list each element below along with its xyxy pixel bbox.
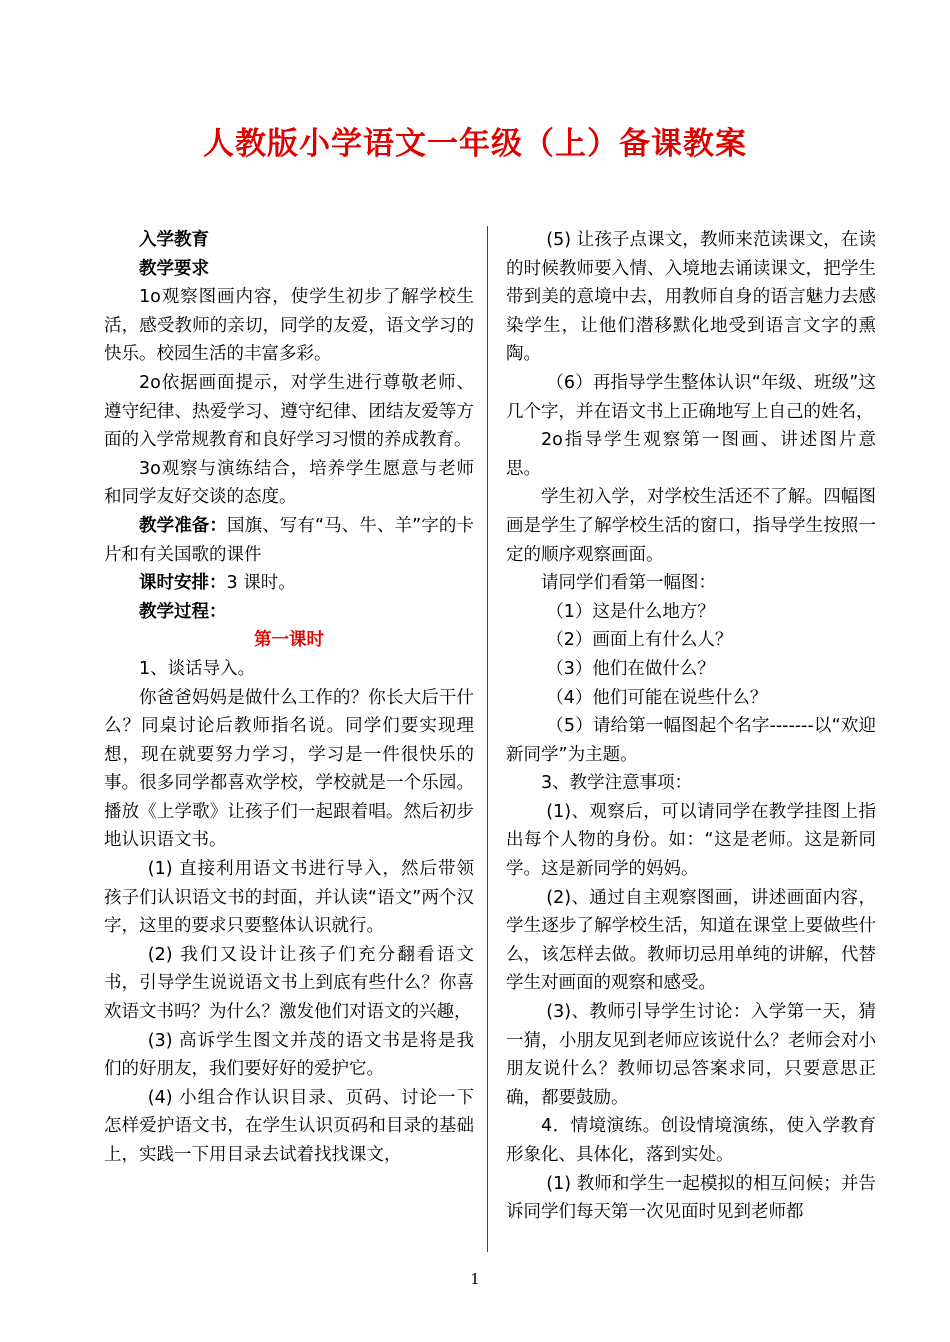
paragraph: 3o观察与演练结合，培养学生愿意与老师和同学友好交谈的态度。: [104, 458, 474, 508]
field-value: 国旗、写有“马、牛、羊”字的卡片和有关国歌的课件: [104, 515, 475, 565]
paragraph: 你爸爸妈妈是做什么工作的？你长大后干什么？同桌讨论后教师指名说。同学们要实现理想，现在就要努力学习，学习是一件很快乐的事。很多同学都喜欢学校，学校就是一个乐园。播放《上学歌》让孩子们一起跟着唱。然后初步地认识语文书。: [104, 687, 474, 851]
document-title: 人教版小学语文一年级（上）备课教案: [203, 126, 747, 162]
paragraph: 请同学们看第一幅图：: [541, 573, 716, 594]
paragraph: 入学教育: [139, 230, 209, 250]
paragraph: 4．情境演练。创设情境演练，使入学教育形象化、具体化，落到实处。: [506, 1116, 876, 1165]
paragraph: 第一课时: [254, 630, 324, 651]
paragraph: 1o观察图画内容，使学生初步了解学校生活，感受教师的亲切，同学的友爱，语文学习的快乐。校园生活的丰富多彩。: [104, 287, 474, 365]
column-divider: [487, 226, 488, 1252]
field-label: 课时安排：: [139, 573, 227, 594]
paragraph: (3) 高诉学生图文并茂的语文书是将是我们的好朋友，我们要好好的爱护它。: [104, 1030, 474, 1080]
paragraph: 教学过程：: [139, 601, 227, 622]
paragraph: （3）他们在做什么？: [546, 658, 715, 679]
paragraph: （6）再指导学生整体认识“年级、班级”这几个字，并在语文书上正确地写上自己的姓名，: [506, 372, 876, 422]
paragraph: (5) 让孩子点课文，教师来范读课文，在读的时候教师要入情、入境地去诵读课文，把学生带到美的意境中去，用教师自身的语言魅力去感染学生，让他们潜移默化地受到语言文字的熏陶。: [506, 230, 876, 365]
paragraph: （4）他们可能在说些什么？: [546, 687, 768, 708]
paragraph: (1) 直接利用语文书进行导入，然后带领孩子们认识语文书的封面，并认读“语文”两个汉字，这里的要求只要整体认识就行。: [104, 859, 474, 937]
field-label: 教学准备：: [139, 515, 227, 536]
paragraph: [104, 569, 474, 598]
paragraph: （2）画面上有什么人？: [546, 630, 733, 651]
paragraph: (1) 教师和学生一起模拟的相互问候；并告诉同学们每天第一次见面时见到老师都: [506, 1173, 876, 1223]
paragraph: 2o依据画面提示，对学生进行尊敬老师、遵守纪律、热爱学习、遵守纪律、团结友爱等方面的入学常规教育和良好学习习惯的养成教育。: [104, 372, 474, 451]
paragraph: (2)、通过自主观察图画，讲述画面内容，学生逐步了解学校生活，知道在课堂上要做些什么，该怎样去做。教师切忌用单纯的讲解，代替学生对画面的观察和感受。: [506, 887, 876, 994]
paragraph: [104, 512, 474, 569]
left-column: [104, 226, 474, 1170]
paragraph: (1)、观察后，可以请同学在教学挂图上指出每个人物的身份。如：“这是老师。这是新同学。这是新同学的妈妈。: [506, 801, 876, 880]
paragraph: 2o指导学生观察第一图画、讲述图片意思。: [506, 430, 876, 479]
paragraph: 学生初入学，对学校生活还不了解。四幅图画是学生了解学校生活的窗口，指导学生按照一定的顺序观察画面。: [506, 487, 876, 565]
paragraph: (3)、教师引导学生讨论：入学第一天，猜一猜，小朋友见到老师应该说什么？老师会对小朋友说什么？教师切忌答案求同，只要意思正确，都要鼓励。: [506, 1002, 876, 1108]
page-number: 1: [470, 1270, 480, 1288]
paragraph: (4) 小组合作认识目录、页码、讨论一下怎样爱护语文书，在学生认识页码和目录的基础上，实践一下用目录去试着找找课文，: [104, 1087, 474, 1165]
paragraph: (2) 我们又设计让孩子们充分翻看语文书，引导学生说说语文书上到底有些什么？你喜欢语文书吗？为什么？激发他们对语文的兴趣，: [104, 944, 474, 1023]
paragraph: 教学要求: [139, 258, 209, 279]
paragraph: 3、教学注意事项：: [541, 773, 693, 794]
paragraph: （5）请给第一幅图起个名字-------以“欢迎新同学”为主题。: [506, 716, 876, 765]
field-value: 3 课时。: [226, 573, 296, 594]
paragraph: （1）这是什么地方？: [546, 601, 715, 622]
paragraph: 1、谈话导入。: [139, 658, 256, 679]
right-column: [506, 226, 876, 1227]
